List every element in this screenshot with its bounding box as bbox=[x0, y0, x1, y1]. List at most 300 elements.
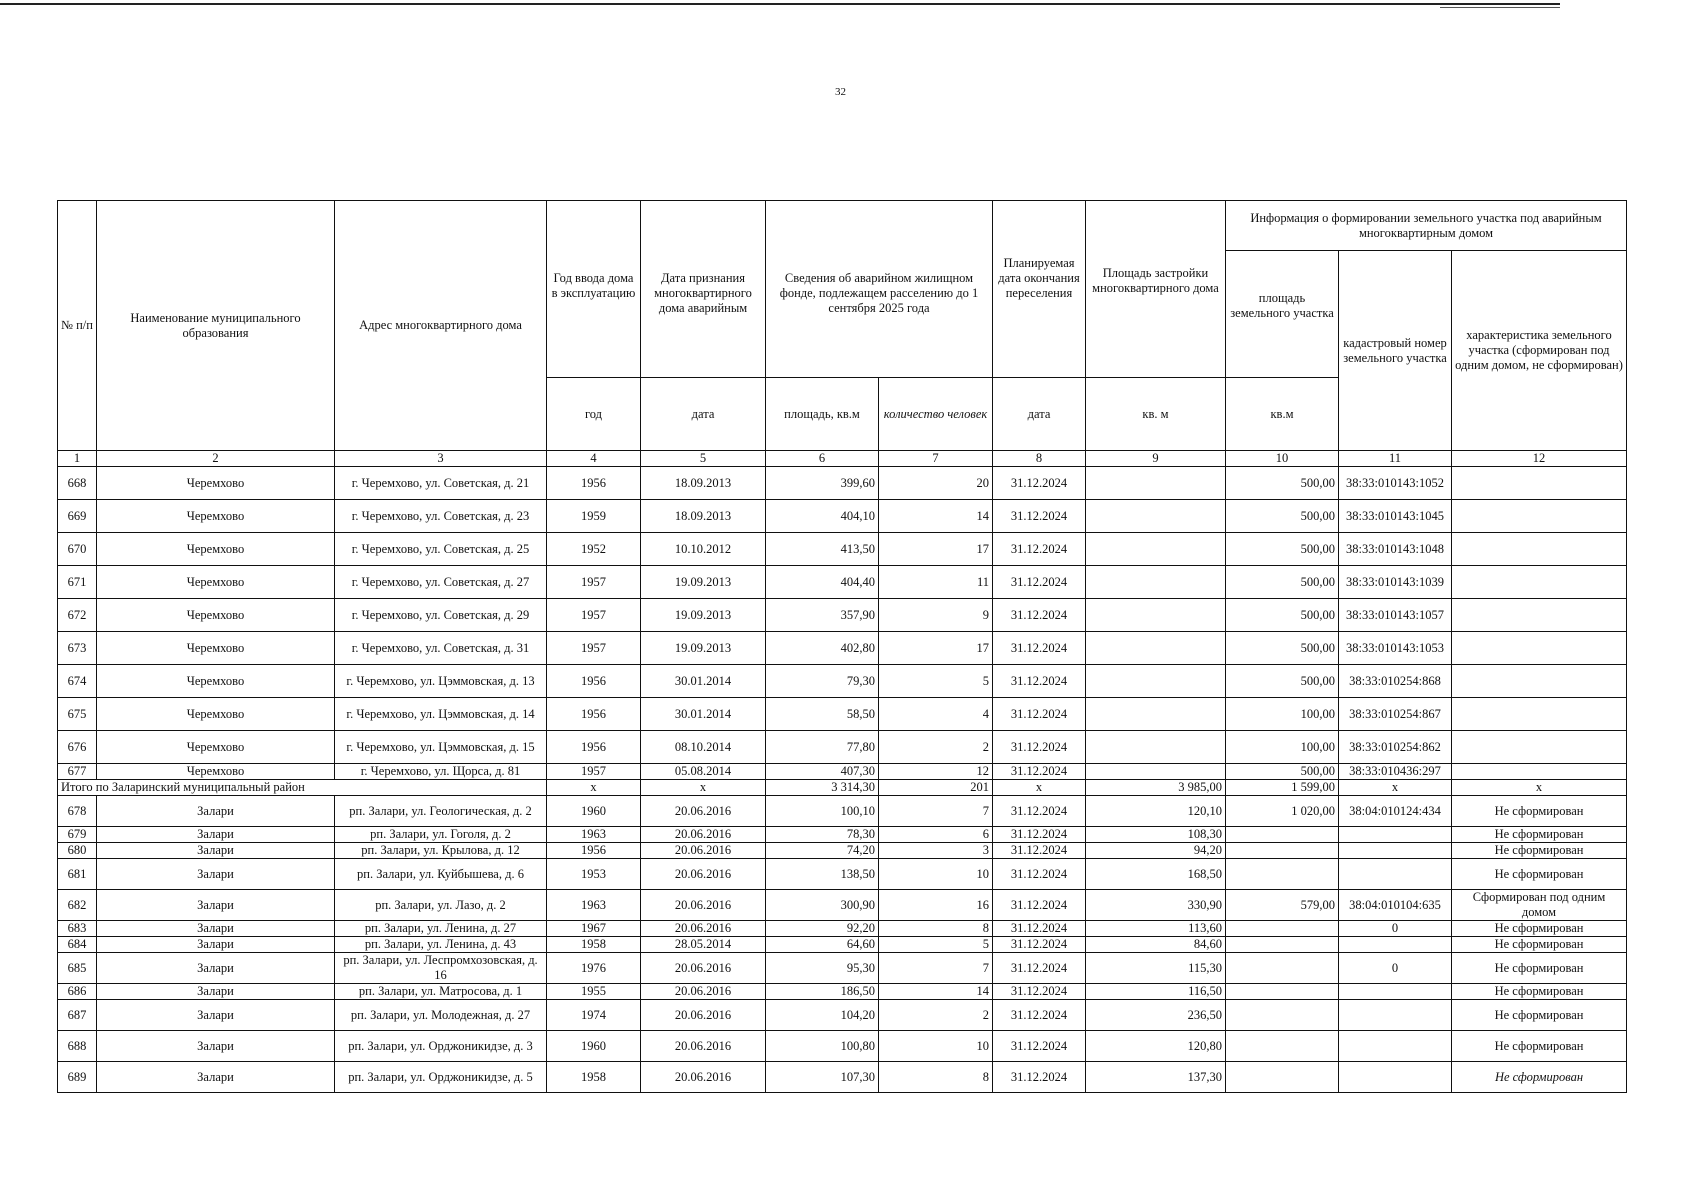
cell-people: 16 bbox=[879, 890, 993, 921]
cell-end-date: 31.12.2024 bbox=[993, 921, 1086, 937]
cell-people: 12 bbox=[879, 764, 993, 780]
cell-date: 30.01.2014 bbox=[641, 665, 766, 698]
cell-cadastral: 38:33:010254:862 bbox=[1339, 731, 1452, 764]
cell-address: рп. Залари, ул. Крылова, д. 12 bbox=[335, 843, 547, 859]
cell-people: 7 bbox=[879, 953, 993, 984]
cell-municipality: Черемхово bbox=[97, 566, 335, 599]
cell-end-date: 31.12.2024 bbox=[993, 1000, 1086, 1031]
cell-num: 683 bbox=[58, 921, 97, 937]
cell-date: 05.08.2014 bbox=[641, 764, 766, 780]
cell-land-area: 100,00 bbox=[1226, 731, 1339, 764]
header-municipality: Наименование муниципального образования bbox=[97, 201, 335, 451]
cell-cadastral bbox=[1339, 859, 1452, 890]
cell-built-area: 94,20 bbox=[1086, 843, 1226, 859]
cell-people: 2 bbox=[879, 1000, 993, 1031]
cell-address: г. Черемхово, ул. Щорса, д. 81 bbox=[335, 764, 547, 780]
cell-year: 1956 bbox=[547, 467, 641, 500]
cell-area: 92,20 bbox=[766, 921, 879, 937]
cell-land-area: 1 020,00 bbox=[1226, 796, 1339, 827]
cell-date: 18.09.2013 bbox=[641, 467, 766, 500]
cell-built-area bbox=[1086, 500, 1226, 533]
subheader-people: количество человек bbox=[879, 378, 993, 451]
cell-num: 689 bbox=[58, 1062, 97, 1093]
cell-built-area: 137,30 bbox=[1086, 1062, 1226, 1093]
cell-built-area: 330,90 bbox=[1086, 890, 1226, 921]
cell-municipality: Залари bbox=[97, 1000, 335, 1031]
cell-address: рп. Залари, ул. Матросова, д. 1 bbox=[335, 984, 547, 1000]
header-land-area: площадь земельного участка bbox=[1226, 251, 1339, 378]
cell-cadastral bbox=[1339, 984, 1452, 1000]
cell-municipality: Залари bbox=[97, 937, 335, 953]
cell-people: 5 bbox=[879, 665, 993, 698]
cell-land-area bbox=[1226, 1000, 1339, 1031]
cell-area: 300,90 bbox=[766, 890, 879, 921]
col-number: 1 bbox=[58, 451, 97, 467]
cell-built-area bbox=[1086, 731, 1226, 764]
cell-cadastral bbox=[1339, 1062, 1452, 1093]
header-cadastral: кадастровый номер земельного участка bbox=[1339, 251, 1452, 451]
cell-date: 20.06.2016 bbox=[641, 843, 766, 859]
subheader-sqm2: кв.м bbox=[1226, 378, 1339, 451]
cell-land-area bbox=[1226, 984, 1339, 1000]
cell-num: 671 bbox=[58, 566, 97, 599]
cell-area: 402,80 bbox=[766, 632, 879, 665]
cell-num: 677 bbox=[58, 764, 97, 780]
cell-area: 186,50 bbox=[766, 984, 879, 1000]
cell-built-area: 115,30 bbox=[1086, 953, 1226, 984]
cell-area: 107,30 bbox=[766, 1062, 879, 1093]
cell-date: 20.06.2016 bbox=[641, 1000, 766, 1031]
cell-year: 1957 bbox=[547, 632, 641, 665]
cell-date: 18.09.2013 bbox=[641, 500, 766, 533]
cell-year: 1956 bbox=[547, 665, 641, 698]
col-number: 11 bbox=[1339, 451, 1452, 467]
cell-address: рп. Залари, ул. Лазо, д. 2 bbox=[335, 890, 547, 921]
cell-end-date: 31.12.2024 bbox=[993, 467, 1086, 500]
cell-cadastral bbox=[1339, 827, 1452, 843]
table-row bbox=[58, 764, 1627, 780]
top-rule-secondary bbox=[1440, 7, 1560, 8]
cell-land-char: Не сформирован bbox=[1452, 1000, 1627, 1031]
cell-built-area bbox=[1086, 698, 1226, 731]
cell-people: 17 bbox=[879, 632, 993, 665]
header-year: Год ввода дома в эксплуатацию bbox=[547, 201, 641, 378]
cell-end-date: 31.12.2024 bbox=[993, 984, 1086, 1000]
col-number: 2 bbox=[97, 451, 335, 467]
subheader-date: дата bbox=[641, 378, 766, 451]
cell-end-date: 31.12.2024 bbox=[993, 698, 1086, 731]
cell-built-area: 113,60 bbox=[1086, 921, 1226, 937]
cell-date: 20.06.2016 bbox=[641, 827, 766, 843]
cell-built-area bbox=[1086, 632, 1226, 665]
cell-land-char bbox=[1452, 533, 1627, 566]
header-built-area: Площадь застройки многоквартирного дома bbox=[1086, 201, 1226, 378]
table-row bbox=[58, 843, 1627, 859]
cell-year: 1958 bbox=[547, 1062, 641, 1093]
cell-land-char bbox=[1452, 698, 1627, 731]
cell-land-char: Не сформирован bbox=[1452, 953, 1627, 984]
cell-num: 679 bbox=[58, 827, 97, 843]
cell-municipality: Черемхово bbox=[97, 731, 335, 764]
total-label: Итого по Заларинский муниципальный район bbox=[58, 780, 547, 796]
cell-year: 1955 bbox=[547, 984, 641, 1000]
cell-year: 1958 bbox=[547, 937, 641, 953]
cell-municipality: Залари bbox=[97, 1031, 335, 1062]
cell-area: 407,30 bbox=[766, 764, 879, 780]
cell-cadastral: 38:33:010254:868 bbox=[1339, 665, 1452, 698]
cell-land-area: 500,00 bbox=[1226, 566, 1339, 599]
cell-municipality: Залари bbox=[97, 1062, 335, 1093]
cell-built-area bbox=[1086, 764, 1226, 780]
cell-land-area: 100,00 bbox=[1226, 698, 1339, 731]
cell-area: 78,30 bbox=[766, 827, 879, 843]
cell-address: г. Черемхово, ул. Советская, д. 29 bbox=[335, 599, 547, 632]
cell-cadastral bbox=[1339, 843, 1452, 859]
cell-municipality: Черемхово bbox=[97, 599, 335, 632]
subheader-year: год bbox=[547, 378, 641, 451]
cell-area: 138,50 bbox=[766, 859, 879, 890]
cell-date: 20.06.2016 bbox=[641, 1062, 766, 1093]
cell-land-char bbox=[1452, 566, 1627, 599]
cell-municipality: Черемхово bbox=[97, 698, 335, 731]
col-number: 6 bbox=[766, 451, 879, 467]
table-row bbox=[58, 937, 1627, 953]
cell-land-char: Не сформирован bbox=[1452, 827, 1627, 843]
cell-cadastral: 38:33:010143:1053 bbox=[1339, 632, 1452, 665]
cell-end-date: 31.12.2024 bbox=[993, 843, 1086, 859]
cell-built-area: 168,50 bbox=[1086, 859, 1226, 890]
cell-cadastral: 38:33:010436:297 bbox=[1339, 764, 1452, 780]
col-number: 7 bbox=[879, 451, 993, 467]
cell-year: 1957 bbox=[547, 764, 641, 780]
cell-built-area: 120,80 bbox=[1086, 1031, 1226, 1062]
header-planned-end: Планируемая дата окончания переселения bbox=[993, 201, 1086, 378]
cell-people: 10 bbox=[879, 859, 993, 890]
cell-land-area bbox=[1226, 1031, 1339, 1062]
cell-municipality: Залари bbox=[97, 843, 335, 859]
cell-num: 688 bbox=[58, 1031, 97, 1062]
table-row bbox=[58, 500, 1627, 533]
cell-address: рп. Залари, ул. Орджоникидзе, д. 5 bbox=[335, 1062, 547, 1093]
cell-date: 20.06.2016 bbox=[641, 859, 766, 890]
table-row bbox=[58, 953, 1627, 984]
cell-built-area: 120,10 bbox=[1086, 796, 1226, 827]
cell-land-char: Не сформирован bbox=[1452, 921, 1627, 937]
cell-built-area: 84,60 bbox=[1086, 937, 1226, 953]
table-row bbox=[58, 1062, 1627, 1093]
cell-end-date: 31.12.2024 bbox=[993, 890, 1086, 921]
cell-area: 404,10 bbox=[766, 500, 879, 533]
cell-land-area bbox=[1226, 843, 1339, 859]
cell-cadastral: 38:04:010104:635 bbox=[1339, 890, 1452, 921]
cell-end-date: 31.12.2024 bbox=[993, 533, 1086, 566]
header-land-info: Информация о формировании земельного участка под аварийным многоквартирным домом bbox=[1226, 201, 1627, 251]
cell-end-date: 31.12.2024 bbox=[993, 632, 1086, 665]
cell-built-area bbox=[1086, 599, 1226, 632]
cell-end-date: 31.12.2024 bbox=[993, 599, 1086, 632]
cell-people: 14 bbox=[879, 500, 993, 533]
table-row bbox=[58, 731, 1627, 764]
table-row bbox=[58, 890, 1627, 921]
col-number: 9 bbox=[1086, 451, 1226, 467]
cell-address: г. Черемхово, ул. Советская, д. 25 bbox=[335, 533, 547, 566]
cell-land-char: Сформирован под одним домом bbox=[1452, 890, 1627, 921]
cell-cadastral: 0 bbox=[1339, 921, 1452, 937]
cell-land-area bbox=[1226, 937, 1339, 953]
top-rule bbox=[0, 3, 1560, 5]
cell-municipality: Залари bbox=[97, 921, 335, 937]
total-area: 3 314,30 bbox=[766, 780, 879, 796]
total-land: 1 599,00 bbox=[1226, 780, 1339, 796]
cell-municipality: Черемхово bbox=[97, 632, 335, 665]
cell-land-area bbox=[1226, 859, 1339, 890]
cell-people: 8 bbox=[879, 1062, 993, 1093]
cell-area: 100,80 bbox=[766, 1031, 879, 1062]
cell-year: 1952 bbox=[547, 533, 641, 566]
cell-year: 1953 bbox=[547, 859, 641, 890]
cell-area: 399,60 bbox=[766, 467, 879, 500]
header-date-emergency: Дата признания многоквартирного дома аварийным bbox=[641, 201, 766, 378]
cell-cadastral bbox=[1339, 1000, 1452, 1031]
cell-cadastral bbox=[1339, 1031, 1452, 1062]
subheader-sqm: кв. м bbox=[1086, 378, 1226, 451]
total-cadastral: x bbox=[1339, 780, 1452, 796]
cell-people: 9 bbox=[879, 599, 993, 632]
cell-address: г. Черемхово, ул. Советская, д. 31 bbox=[335, 632, 547, 665]
cell-cadastral: 38:33:010254:867 bbox=[1339, 698, 1452, 731]
cell-num: 685 bbox=[58, 953, 97, 984]
cell-num: 686 bbox=[58, 984, 97, 1000]
subheader-area: площадь, кв.м bbox=[766, 378, 879, 451]
cell-land-area bbox=[1226, 1062, 1339, 1093]
cell-address: г. Черемхово, ул. Цэммовская, д. 14 bbox=[335, 698, 547, 731]
col-number: 12 bbox=[1452, 451, 1627, 467]
cell-year: 1967 bbox=[547, 921, 641, 937]
cell-people: 14 bbox=[879, 984, 993, 1000]
total-year: x bbox=[547, 780, 641, 796]
cell-num: 669 bbox=[58, 500, 97, 533]
cell-date: 20.06.2016 bbox=[641, 796, 766, 827]
cell-area: 74,20 bbox=[766, 843, 879, 859]
total-end: x bbox=[993, 780, 1086, 796]
total-row bbox=[58, 780, 1627, 796]
col-number: 10 bbox=[1226, 451, 1339, 467]
cell-end-date: 31.12.2024 bbox=[993, 764, 1086, 780]
cell-year: 1963 bbox=[547, 890, 641, 921]
cell-num: 676 bbox=[58, 731, 97, 764]
cell-address: рп. Залари, ул. Ленина, д. 43 bbox=[335, 937, 547, 953]
table-row bbox=[58, 698, 1627, 731]
cell-num: 684 bbox=[58, 937, 97, 953]
cell-date: 28.05.2014 bbox=[641, 937, 766, 953]
cell-cadastral: 38:33:010143:1045 bbox=[1339, 500, 1452, 533]
cell-people: 5 bbox=[879, 937, 993, 953]
cell-people: 6 bbox=[879, 827, 993, 843]
header-emergency-fund: Сведения об аварийном жилищном фонде, подлежащем расселению до 1 сентября 2025 года bbox=[766, 201, 993, 378]
cell-end-date: 31.12.2024 bbox=[993, 500, 1086, 533]
cell-built-area: 236,50 bbox=[1086, 1000, 1226, 1031]
table-row bbox=[58, 1000, 1627, 1031]
cell-built-area bbox=[1086, 566, 1226, 599]
cell-land-char: Не сформирован bbox=[1452, 843, 1627, 859]
cell-area: 95,30 bbox=[766, 953, 879, 984]
cell-land-area: 500,00 bbox=[1226, 467, 1339, 500]
cell-land-char: Не сформирован bbox=[1452, 1062, 1627, 1093]
cell-address: рп. Залари, ул. Орджоникидзе, д. 3 bbox=[335, 1031, 547, 1062]
cell-municipality: Залари bbox=[97, 953, 335, 984]
cell-year: 1956 bbox=[547, 843, 641, 859]
cell-people: 11 bbox=[879, 566, 993, 599]
cell-year: 1960 bbox=[547, 796, 641, 827]
cell-date: 20.06.2016 bbox=[641, 921, 766, 937]
cell-land-char: Не сформирован bbox=[1452, 984, 1627, 1000]
cell-municipality: Черемхово bbox=[97, 665, 335, 698]
total-char: x bbox=[1452, 780, 1627, 796]
table-row bbox=[58, 827, 1627, 843]
cell-built-area: 108,30 bbox=[1086, 827, 1226, 843]
cell-land-char bbox=[1452, 599, 1627, 632]
cell-cadastral: 38:04:010124:434 bbox=[1339, 796, 1452, 827]
cell-address: рп. Залари, ул. Леспромхозовская, д. 16 bbox=[335, 953, 547, 984]
table-row bbox=[58, 467, 1627, 500]
cell-year: 1957 bbox=[547, 566, 641, 599]
cell-land-area: 500,00 bbox=[1226, 533, 1339, 566]
cell-people: 10 bbox=[879, 1031, 993, 1062]
cell-municipality: Черемхово bbox=[97, 500, 335, 533]
cell-date: 19.09.2013 bbox=[641, 566, 766, 599]
total-people: 201 bbox=[879, 780, 993, 796]
table-row bbox=[58, 533, 1627, 566]
table-row bbox=[58, 796, 1627, 827]
cell-num: 672 bbox=[58, 599, 97, 632]
table-row bbox=[58, 984, 1627, 1000]
cell-area: 413,50 bbox=[766, 533, 879, 566]
cell-address: г. Черемхово, ул. Цэммовская, д. 13 bbox=[335, 665, 547, 698]
cell-cadastral: 0 bbox=[1339, 953, 1452, 984]
cell-area: 404,40 bbox=[766, 566, 879, 599]
cell-built-area bbox=[1086, 467, 1226, 500]
cell-date: 20.06.2016 bbox=[641, 984, 766, 1000]
cell-cadastral: 38:33:010143:1052 bbox=[1339, 467, 1452, 500]
header-num: № п/п bbox=[58, 201, 97, 451]
cell-people: 8 bbox=[879, 921, 993, 937]
cell-address: рп. Залари, ул. Молодежная, д. 27 bbox=[335, 1000, 547, 1031]
cell-year: 1957 bbox=[547, 599, 641, 632]
cell-end-date: 31.12.2024 bbox=[993, 859, 1086, 890]
cell-address: г. Черемхово, ул. Цэммовская, д. 15 bbox=[335, 731, 547, 764]
cell-land-char bbox=[1452, 632, 1627, 665]
cell-end-date: 31.12.2024 bbox=[993, 937, 1086, 953]
cell-date: 19.09.2013 bbox=[641, 599, 766, 632]
col-number: 8 bbox=[993, 451, 1086, 467]
cell-land-char bbox=[1452, 500, 1627, 533]
cell-year: 1974 bbox=[547, 1000, 641, 1031]
cell-date: 20.06.2016 bbox=[641, 890, 766, 921]
cell-municipality: Черемхово bbox=[97, 467, 335, 500]
cell-num: 675 bbox=[58, 698, 97, 731]
cell-municipality: Залари bbox=[97, 859, 335, 890]
cell-land-char: Не сформирован bbox=[1452, 796, 1627, 827]
cell-municipality: Черемхово bbox=[97, 764, 335, 780]
cell-built-area bbox=[1086, 665, 1226, 698]
cell-year: 1960 bbox=[547, 1031, 641, 1062]
cell-area: 100,10 bbox=[766, 796, 879, 827]
cell-num: 670 bbox=[58, 533, 97, 566]
cell-land-area: 500,00 bbox=[1226, 500, 1339, 533]
cell-address: рп. Залари, ул. Куйбышева, д. 6 bbox=[335, 859, 547, 890]
cell-end-date: 31.12.2024 bbox=[993, 731, 1086, 764]
cell-cadastral: 38:33:010143:1048 bbox=[1339, 533, 1452, 566]
cell-address: г. Черемхово, ул. Советская, д. 23 bbox=[335, 500, 547, 533]
cell-num: 681 bbox=[58, 859, 97, 890]
cell-land-area: 500,00 bbox=[1226, 764, 1339, 780]
cell-year: 1976 bbox=[547, 953, 641, 984]
cell-land-area: 500,00 bbox=[1226, 632, 1339, 665]
col-number: 3 bbox=[335, 451, 547, 467]
cell-land-area: 500,00 bbox=[1226, 665, 1339, 698]
cell-year: 1963 bbox=[547, 827, 641, 843]
cell-end-date: 31.12.2024 bbox=[993, 953, 1086, 984]
cell-date: 20.06.2016 bbox=[641, 1031, 766, 1062]
header-address: Адрес многоквартирного дома bbox=[335, 201, 547, 451]
table-row bbox=[58, 632, 1627, 665]
cell-municipality: Залари bbox=[97, 827, 335, 843]
cell-address: рп. Залари, ул. Гоголя, д. 2 bbox=[335, 827, 547, 843]
cell-end-date: 31.12.2024 bbox=[993, 665, 1086, 698]
table-body-cheremkhovo bbox=[58, 467, 1627, 764]
cell-people: 3 bbox=[879, 843, 993, 859]
cell-date: 08.10.2014 bbox=[641, 731, 766, 764]
cell-date: 30.01.2014 bbox=[641, 698, 766, 731]
column-numbers-row bbox=[58, 451, 1627, 467]
cell-end-date: 31.12.2024 bbox=[993, 1031, 1086, 1062]
cell-municipality: Залари bbox=[97, 890, 335, 921]
cell-address: рп. Залари, ул. Ленина, д. 27 bbox=[335, 921, 547, 937]
cell-built-area bbox=[1086, 533, 1226, 566]
col-number: 5 bbox=[641, 451, 766, 467]
cell-land-char bbox=[1452, 665, 1627, 698]
col-number: 4 bbox=[547, 451, 641, 467]
table-body-zalari bbox=[58, 764, 1627, 1093]
cell-num: 673 bbox=[58, 632, 97, 665]
cell-cadastral bbox=[1339, 937, 1452, 953]
cell-area: 58,50 bbox=[766, 698, 879, 731]
cell-num: 668 bbox=[58, 467, 97, 500]
cell-people: 7 bbox=[879, 796, 993, 827]
cell-people: 4 bbox=[879, 698, 993, 731]
cell-area: 104,20 bbox=[766, 1000, 879, 1031]
cell-end-date: 31.12.2024 bbox=[993, 566, 1086, 599]
cell-area: 77,80 bbox=[766, 731, 879, 764]
header-land-char: характеристика земельного участка (сформирован под одним домом, не сформирован) bbox=[1452, 251, 1627, 451]
cell-land-char: Не сформирован bbox=[1452, 1031, 1627, 1062]
cell-built-area: 116,50 bbox=[1086, 984, 1226, 1000]
total-built: 3 985,00 bbox=[1086, 780, 1226, 796]
table-row bbox=[58, 859, 1627, 890]
cell-people: 20 bbox=[879, 467, 993, 500]
cell-end-date: 31.12.2024 bbox=[993, 796, 1086, 827]
cell-people: 17 bbox=[879, 533, 993, 566]
cell-land-area bbox=[1226, 827, 1339, 843]
cell-date: 20.06.2016 bbox=[641, 953, 766, 984]
cell-area: 64,60 bbox=[766, 937, 879, 953]
housing-register-table bbox=[57, 200, 1627, 1093]
total-date: x bbox=[641, 780, 766, 796]
cell-area: 79,30 bbox=[766, 665, 879, 698]
cell-land-char bbox=[1452, 731, 1627, 764]
cell-end-date: 31.12.2024 bbox=[993, 827, 1086, 843]
subheader-date2: дата bbox=[993, 378, 1086, 451]
